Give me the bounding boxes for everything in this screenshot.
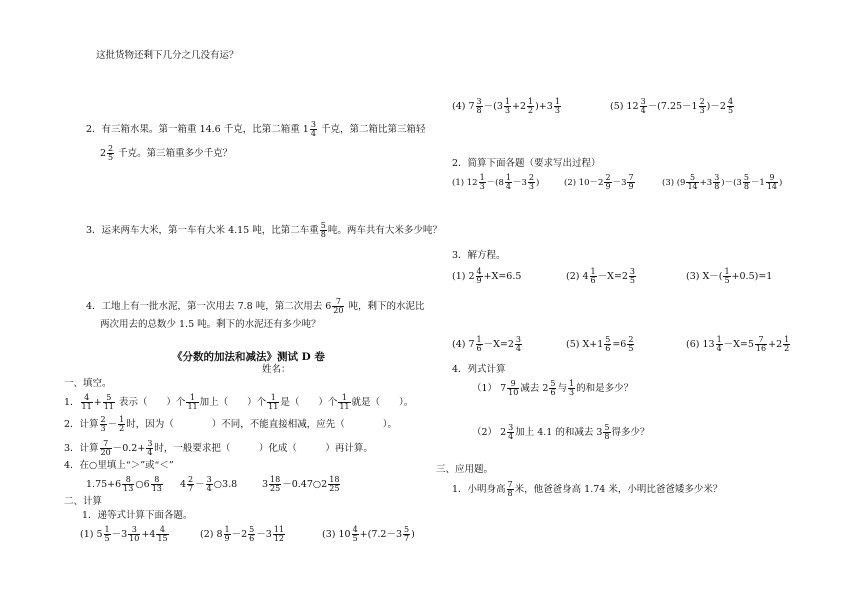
simplify-3: (3) (9 $\frac{5}{14}$ +3 $\frac{3}{8}$ )－(3 $\frac{5}{8}$ －1 $\frac{9}{14}$ ) xyxy=(662,173,783,191)
equation-title: 3．解方程。 xyxy=(452,250,506,261)
fill-1: 1． $\frac{4}{11}$ + $\frac{5}{11}$ 表示（ ）个 $\frac{1}{11}$ 加上（ ）个 $\frac{1}{11}$ 是（ ）个 $\frac{1}{11}$ 就是（ ）。 xyxy=(64,393,414,411)
section-fill: 一、填空。 xyxy=(64,378,112,389)
section-calc: 二、计算 xyxy=(64,496,103,507)
equation-2: (2) 4 $\frac{1}{6}$ －X=2 $\frac{3}{5}$ xyxy=(566,267,635,285)
compare-1: 1.75+6 $\frac{8}{13}$ ○6 $\frac{8}{13}$ xyxy=(86,475,162,493)
fraction: $\frac{3}{4}$ xyxy=(310,120,316,138)
question-3: 3．运来两车大米，第一车有大米 4.15 吨，比第二车重 $\frac{5}{8}$ 吨。两车共有大米多少吨？ xyxy=(86,221,442,239)
fraction: $\frac{7}{20}$ xyxy=(333,297,344,315)
equation-3: (3) X－( $\frac{1}{5}$ +0.5)=1 xyxy=(686,267,773,285)
list-calc-1: （1） 7 $\frac{9}{10}$ 减去 2 $\frac{5}{6}$ 与 $\frac{1}{3}$ 的和是多少？ xyxy=(472,379,634,397)
equation-6: (6) 13 $\frac{1}{4}$ －X=5 $\frac{7}{16}$ +2 $\frac{1}{2}$ xyxy=(686,335,790,353)
calc-5: (5) 12 $\frac{3}{4}$ －(7.25－1 $\frac{2}{3}$ )－2 $\frac{4}{5}$ xyxy=(610,97,734,115)
fraction: $\frac{2}{5}$ xyxy=(108,144,114,162)
question-4-line2: 两次用去的总数少 1.5 吨。剩下的水泥还有多少吨？ xyxy=(100,319,321,330)
simplify-title: 2．简算下面各题（要求写出过程） xyxy=(452,158,601,169)
question-2: 2．有三箱水果。第一箱重 14.6 千克，比第二箱重 1 $\frac{3}{4}$ 千克，第二箱比第三箱轻 xyxy=(86,120,426,138)
question-2-line2: 2 $\frac{2}{5}$ 千克。第三箱重多少千克？ xyxy=(100,144,233,162)
simplify-1: (1) 12 $\frac{1}{3}$ －(8 $\frac{1}{4}$ －3 $\frac{2}{3}$ ) xyxy=(452,173,540,191)
equation-5: (5) X+1 $\frac{5}{6}$ =6 $\frac{2}{5}$ xyxy=(566,335,634,353)
compare-3: 3 $\frac{18}{25}$ －0.47○2 $\frac{18}{25}$ xyxy=(262,475,340,493)
compare-2: 4 $\frac{2}{7}$ － $\frac{3}{4}$ ○3.8 xyxy=(180,475,238,493)
question-4: 4．工地上有一批水泥，第一次用去 7.8 吨，第二次用去 6 $\frac{7}{20}$ 吨，剩下的水泥比 xyxy=(86,297,425,315)
calc-2: (2) 8 $\frac{1}{9}$ －2 $\frac{5}{6}$ －3 $\frac{11}{12}$ xyxy=(200,525,284,543)
list-calc-title: 4．列式计算 xyxy=(452,364,506,375)
calc-3: (3) 10 $\frac{4}{5}$ +(7.2－3 $\frac{5}{7}$ ) xyxy=(322,525,415,543)
calc-instruction: 1．递等式计算下面各题。 xyxy=(82,510,193,521)
fill-3: 3．计算 $\frac{7}{20}$ －0.2+ $\frac{3}{4}$ 时，一般要求把（ ）化成（ ）再计算。 xyxy=(64,439,373,457)
calc-4: (4) 7 $\frac{3}{8}$ －(3 $\frac{1}{3}$ +2 $\frac{1}{2}$ )+3 $\frac{1}{3}$ xyxy=(452,97,560,115)
simplify-2: (2) 10－2 $\frac{2}{9}$ －3 $\frac{7}{9}$ xyxy=(564,173,634,191)
equation-4: (4) 7 $\frac{1}{6}$ －X=2 $\frac{3}{4}$ xyxy=(452,335,521,353)
question-tail: 这批货物还剩下几分之几没有运？ xyxy=(96,50,239,61)
equation-1: (1) 2 $\frac{4}{9}$ +X=6.5 xyxy=(452,267,522,285)
test-title: 《分数的加法和减法》测试 D 卷 xyxy=(172,351,325,363)
fill-2: 2．计算 $\frac{2}{3}$ － $\frac{1}{2}$ 时，因为（ ）不同，不能直接相减，应先（ ）。 xyxy=(64,415,398,433)
list-calc-2: （2） 2 $\frac{3}{4}$ 加上 4.1 的和减去 3 $\frac{5}{8}$ 得多少？ xyxy=(472,423,650,441)
name-label: 姓名： xyxy=(262,364,291,375)
fill-4: 4．在○里填上“＞”或“＜” xyxy=(64,460,174,471)
application-1: 1．小明身高 $\frac{7}{8}$ 米，他爸爸身高 1.74 米，小明比爸爸矮多少米？ xyxy=(452,480,723,498)
section-application: 三、应用题。 xyxy=(436,464,494,475)
fraction: $\frac{5}{8}$ xyxy=(320,221,326,239)
calc-1: (1) 5 $\frac{1}{5}$ －3 $\frac{3}{10}$ +4 $\frac{4}{15}$ xyxy=(80,525,168,543)
